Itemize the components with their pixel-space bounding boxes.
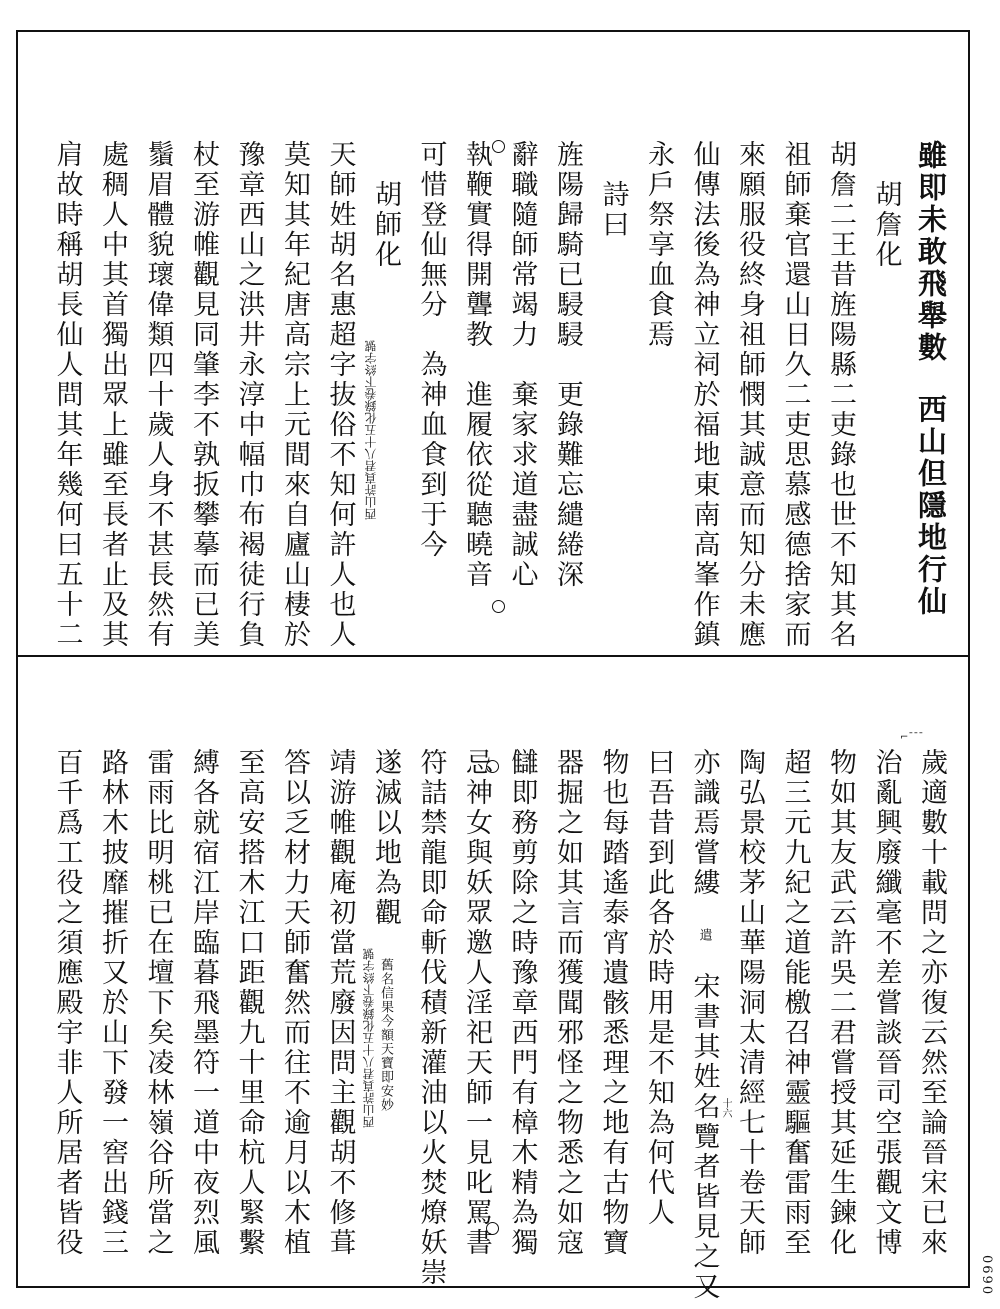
top-text: 豫章西山之洪井永淳中幅巾布褐徒行負 [233, 140, 265, 650]
bottom-running-header: 西山許真君八十五化錄卷下終字號 [362, 948, 376, 1128]
top-column [685, 140, 723, 650]
bottom-corner-mark: ⌐¯¯¯ [900, 732, 924, 743]
page-number: 0690 [979, 1255, 994, 1297]
top-text: 處稠人中其首獨出眾上雖至長者止及其 [97, 140, 128, 650]
bottom-column [912, 748, 950, 1258]
bottom-text: 超三元九紀之道能檄召神靈驅奮雷雨至 [779, 748, 811, 1258]
top-text: 祖師棄官還山日久二吏思慕感德捨家而 [779, 140, 811, 650]
bottom-text: 歲適數十載問之亦復云然至論晉宋已來 [916, 748, 947, 1258]
top-text: 杖至游帷觀見同肇李不孰扳攀摹而已美 [188, 140, 219, 650]
bottom-column [366, 748, 404, 1112]
bottom-column [230, 748, 268, 1258]
top-text: 鬚眉體貌瓌偉類四十歲人身不甚長然有 [142, 140, 174, 650]
top-column [730, 140, 768, 650]
bottom-text: 舊名信果今額天寶即安妙 [378, 958, 393, 1112]
top-column [139, 140, 177, 650]
bottom-text: 陶弘景校茅山華陽洞太清經七十卷天師 [734, 748, 765, 1258]
top-column [366, 180, 404, 270]
bottom-text: 符詰禁龍即命斬伐積新灌油以火焚燎妖崇 [415, 748, 447, 1288]
top-text: 雖即未敢飛舉數 [914, 140, 948, 364]
top-text: 棄家求道盡誠心 [506, 380, 538, 590]
page-divider [16, 655, 970, 657]
bottom-column [412, 748, 450, 1288]
top-column [48, 140, 86, 650]
top-text: 為神血食到于今 [415, 350, 447, 560]
bottom-text: 答以乏材力天師奮然而往不逾月以木植 [279, 748, 310, 1258]
bottom-column [548, 748, 586, 1258]
bottom-text: 百千爲工役之須應殿宇非人所居者皆役 [51, 748, 83, 1258]
bottom-column [321, 748, 359, 1258]
top-column [867, 180, 905, 270]
top-column [548, 140, 586, 590]
bottom-text: 雷雨比明桃已在壇下矣凌林嶺谷所當之 [142, 748, 174, 1258]
top-column [594, 180, 632, 240]
bottom-text: 路林木披靡摧折又於山下發一窖出錢三 [97, 748, 128, 1258]
top-running-header: 西山許真君八十五化錄卷下終字號 [364, 340, 378, 520]
top-column [639, 140, 677, 350]
bottom-text: 遂滅以地為觀 [370, 748, 401, 928]
top-text: 肩故時稱胡長仙人問其年幾何曰五十二 [51, 140, 83, 650]
top-text: 仙傳法後為神立祠於福地東南高峯作鎮 [688, 140, 720, 650]
bottom-text: 亦識焉嘗縷 [688, 748, 720, 898]
top-column [184, 140, 222, 650]
bottom-column [594, 748, 632, 1258]
top-text: 進履依從聽曉音 [461, 380, 492, 590]
bottom-column [275, 748, 313, 1258]
bottom-text: 縛各就宿江岸臨暮飛墨符一道中夜烈風 [188, 748, 219, 1258]
top-column [776, 140, 814, 650]
bottom-text: 遣 [696, 928, 712, 942]
bottom-column [93, 748, 131, 1258]
top-column [503, 140, 541, 590]
top-text: 胡詹二王昔旌陽縣二吏錄也世不知其名 [825, 140, 856, 650]
bottom-column [48, 748, 86, 1258]
top-text: 可惜登仙無分 [415, 140, 447, 320]
bottom-column [457, 748, 495, 1258]
bottom-text: 宋書其姓名覽者皆見之又 [688, 972, 720, 1302]
bottom-text: 器掘之如其言而獲聞邪怪之物悉之如寇 [552, 748, 583, 1258]
top-text: 辭職隨師常竭力 [506, 140, 538, 350]
top-column [275, 140, 313, 650]
top-text: 詩曰 [597, 180, 629, 240]
bottom-column [184, 748, 222, 1258]
top-column [93, 140, 131, 650]
top-binding-circle-lower [492, 600, 505, 613]
bottom-column [821, 748, 859, 1258]
top-text: 天師姓胡名惠超字抜俗不知何許人也人 [324, 140, 356, 650]
bottom-text: 忌神女與妖眾邀人淫祀天師一見叱罵書 [461, 748, 492, 1258]
top-column [230, 140, 268, 650]
bottom-text: 曰吾昔到此各於時用是不知為何代人 [643, 748, 674, 1228]
bottom-column [139, 748, 177, 1258]
bottom-text: 至高安搭木江口距觀九十里命杭人緊繫 [233, 748, 265, 1258]
bottom-column [867, 748, 905, 1258]
bottom-text: 治亂興廢纖毫不差嘗談晉司空張觀文博 [870, 748, 902, 1258]
top-text: 西山但隱地行仙 [914, 394, 948, 618]
top-text: 旌陽歸騎已駸駸 [552, 140, 583, 350]
bottom-column [503, 748, 541, 1258]
top-text: 執鞭實得開聾教 [461, 140, 492, 350]
bottom-column [639, 748, 677, 1228]
top-column [321, 140, 359, 650]
top-text: 更錄難忘繾綣深 [552, 380, 583, 590]
top-text: 莫知其年紀唐高宗上元間來自廬山棲於 [279, 140, 310, 650]
top-column [821, 140, 859, 650]
top-column [912, 140, 950, 618]
bottom-text: 靖游帷觀庵初當荒廢因問主觀胡不修葺 [324, 748, 356, 1258]
bottom-column [685, 748, 723, 1302]
top-column [412, 140, 450, 560]
bottom-text: 讎即務剪除之時豫章西門有樟木精為獨 [506, 748, 538, 1258]
top-text: 來願服役終身祖師憫其誠意而知分未應 [734, 140, 765, 650]
bottom-column [730, 748, 768, 1258]
bottom-column [776, 748, 814, 1258]
top-text: 胡詹化 [870, 180, 902, 270]
top-column [457, 140, 495, 590]
top-text: 胡師化 [370, 180, 401, 270]
top-text: 永戶祭享血食焉 [643, 140, 674, 350]
bottom-text: 物也每踏遙泰宵遺骸悉理之地有古物寶 [597, 748, 629, 1258]
bottom-text: 物如其友武云許吳二君嘗授其延生鍊化 [825, 748, 856, 1258]
bottom-side-note: 十六 [720, 1098, 731, 1118]
